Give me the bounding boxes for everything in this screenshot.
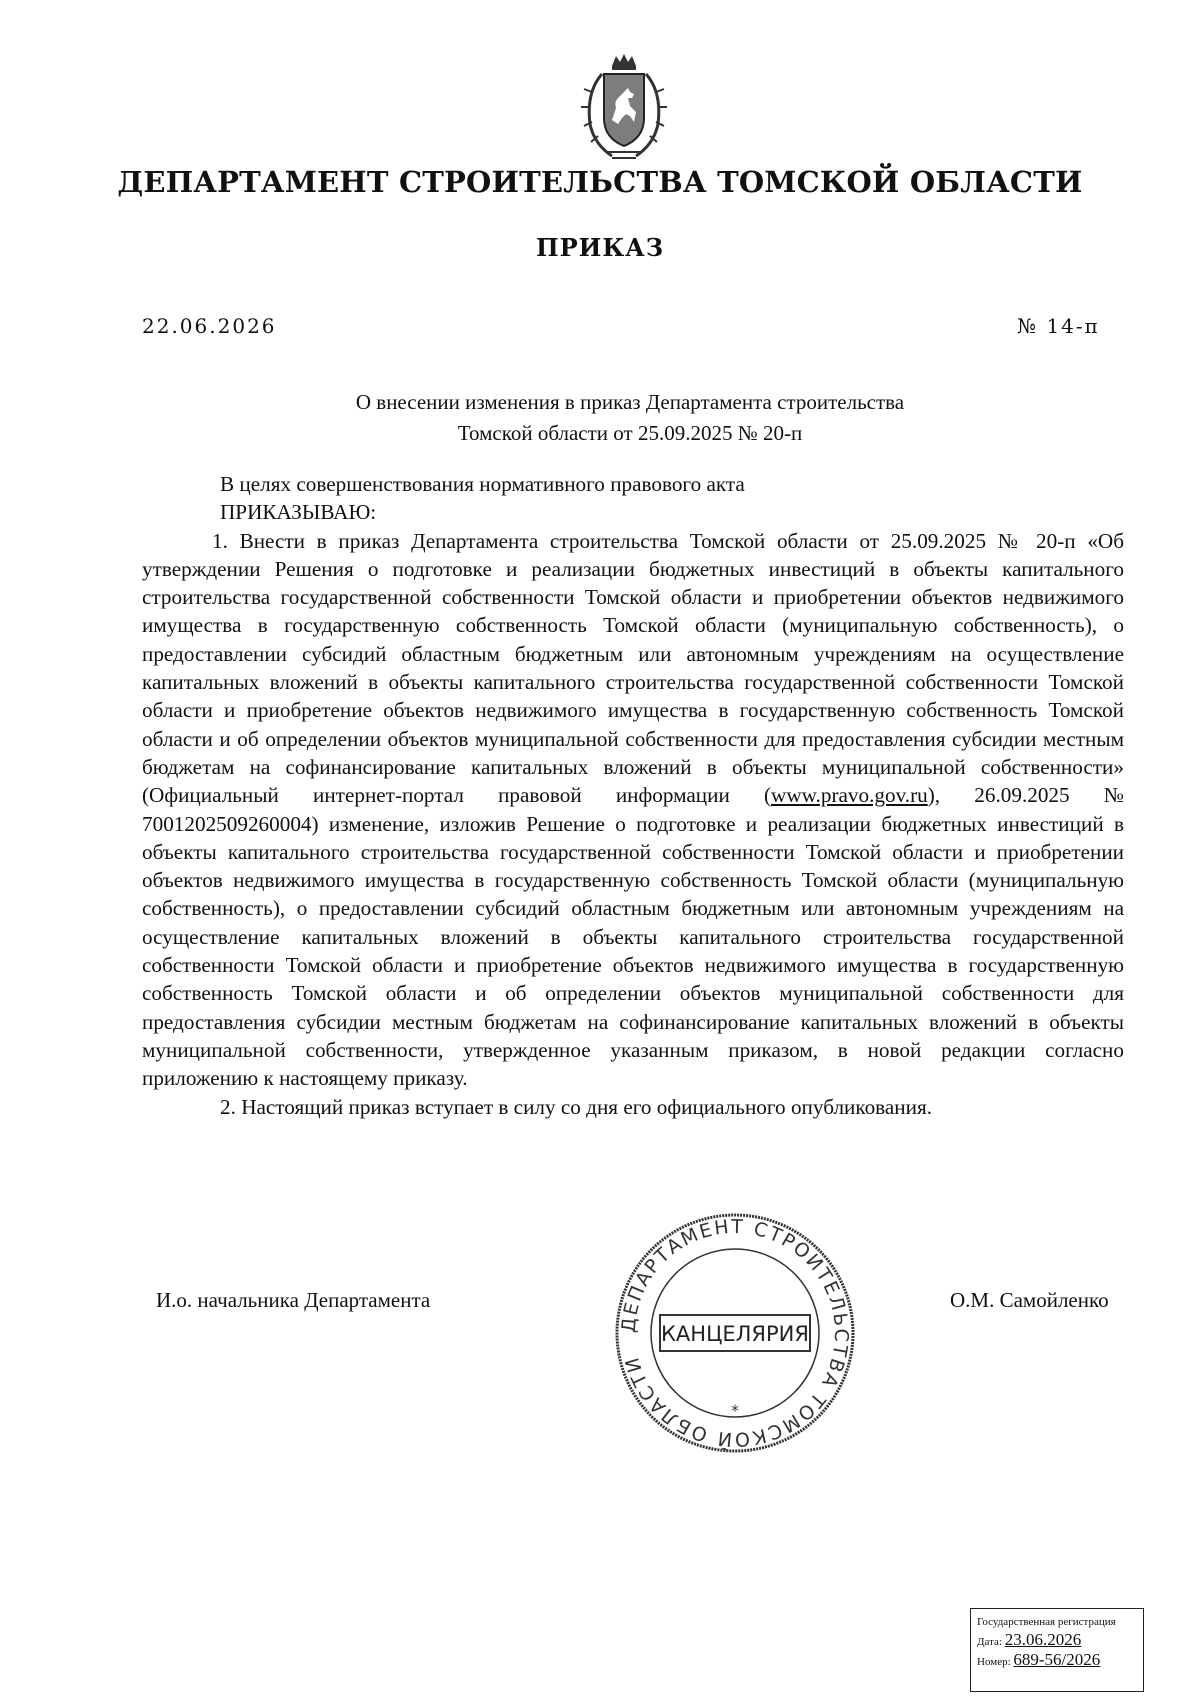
stamp-star-icon: * <box>731 1401 739 1420</box>
signer-name: О.М. Самойленко <box>950 1288 1109 1312</box>
department-title: ДЕПАРТАМЕНТ СТРОИТЕЛЬСТВА ТОМСКОЙ ОБЛАСТИ <box>117 165 1083 199</box>
stamp-ring-text: ДЕПАРТАМЕНТ СТРОИТЕЛЬСТВА ТОМСКОЙ ОБЛАСТИ <box>617 1215 853 1451</box>
document-type-title: ПРИКАЗ <box>535 233 665 262</box>
order-item-1 <box>142 527 1124 1093</box>
registration-number-value: 689-56/2026 <box>1013 1650 1101 1669</box>
registration-number-label: Номер: <box>977 1656 1011 1668</box>
office-stamp <box>612 1210 858 1456</box>
signer-position: И.о. начальника Департамента <box>156 1288 431 1312</box>
registration-date-row <box>977 1631 1137 1651</box>
order-number: № 14-п <box>1017 314 1100 338</box>
order-body <box>142 470 1124 1121</box>
registration-date-label: Дата: <box>977 1636 1002 1648</box>
tomsk-region-coat-of-arms-icon <box>572 52 676 164</box>
order-directive: ПРИКАЗЫВАЮ: <box>220 500 377 525</box>
registration-box <box>970 1608 1144 1692</box>
item-1-text-end: ), 26.09.2025 № 7001202509260004) изменение, изложив Решение о подготовке и реализации бюджетных инвестиций в объекты капитального строительства государственной собственности Томской области и приобретении объектов недвижимого имущества в государственную собственность Томской области (муниципальную собственность), о предоставлении субсидий областным бюджетным или автономным учреждениям на осуществление капитальных вложений в объекты капитального строительства государственной собственности Томской области и приобретение объектов недвижимого имущества в государственную собственность Томской области и об определении объектов муниципальной собственности для предоставления субсидии местным бюджетам на софинансирование капитальных вложений в объекты муниципальной собственности, утвержденное указанным приказом, в новой редакции согласно приложению к настоящему приказу. <box>142 783 1124 1091</box>
subject-line: О внесении изменения в приказ Департамента строительства <box>355 390 905 414</box>
order-item-2: 2. Настоящий приказ вступает в силу со дня его официального опубликования. <box>220 1094 933 1119</box>
registration-date-value: 23.06.2026 <box>1004 1630 1082 1649</box>
subject-line: Томской области от 25.09.2025 № 20-п <box>457 421 803 445</box>
order-subject <box>200 387 1060 449</box>
registration-number-row <box>977 1651 1137 1671</box>
stamp-center-text: КАНЦЕЛЯРИЯ <box>661 1322 809 1346</box>
intro-paragraph: В целях совершенствования нормативного правового акта <box>220 472 745 496</box>
item-1-text-start: 1. Внести в приказ Департамента строительства Томской области от 25.09.2025 № 20-п «Об утверждении Решения о подготовке и реализации бюджетных инвестиций в объекты капитального строительства государственной собственности Томской области и приобретении объектов недвижимого имущества в государственную собственность Томской области (муниципальную собственность), о предоставлении субсидий областным бюджетным или автономным учреждениям на осуществление капитальных вложений в объекты капитального строительства государственной собственности Томской области и приобретение объектов недвижимого имущества в государственную собственность Томской области и об определении объектов муниципальной собственности для предоставления субсидии местным бюджетам на софинансирование капитальных вложений в объекты муниципальной собственности» (Официальный интернет-портал правовой информации ( <box>142 528 1124 808</box>
pravo-gov-link[interactable]: www.pravo.gov.ru <box>771 783 928 808</box>
order-date: 22.06.2026 <box>142 314 277 338</box>
registration-heading: Государственная регистрация <box>977 1616 1116 1628</box>
